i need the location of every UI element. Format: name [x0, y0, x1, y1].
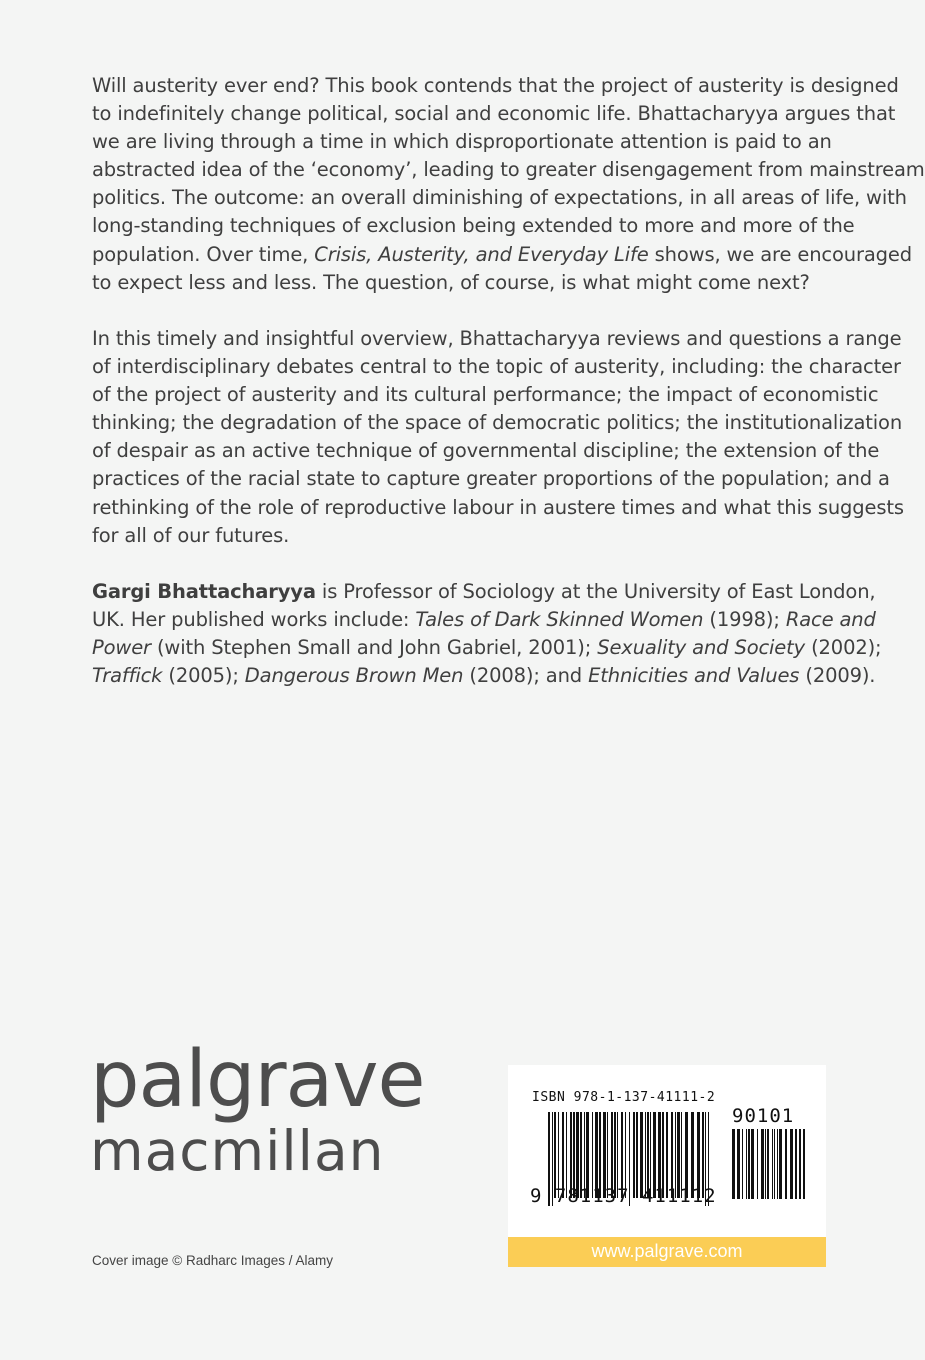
blurb-line: to expect less and less. The question, of course, is what might come next?: [92, 270, 810, 294]
barcode-bar: [748, 1129, 750, 1199]
bio-line: [92, 578, 876, 606]
barcode-bar: [774, 1129, 775, 1199]
publisher-logo-line1: palgrave: [90, 1035, 425, 1125]
barcode-bar: [785, 1129, 787, 1199]
blurb-line: abstracted idea of the ‘economy’, leading to greater disengagement from mainstream: [92, 158, 925, 182]
barcode-bar: [742, 1129, 743, 1199]
blurb-line: long-standing techniques of exclusion being extended to more and more of the: [92, 214, 855, 238]
bio-line: [92, 606, 876, 634]
bio-text: (2005);: [162, 664, 245, 688]
work-title: Race and: [785, 608, 876, 632]
barcode-bar: [757, 1129, 758, 1199]
publisher-logo-line2: macmillan: [90, 1119, 385, 1183]
bio-text: (2009).: [799, 664, 876, 688]
work-title: Traffick: [92, 664, 163, 688]
publisher-logo: [90, 1035, 425, 1183]
blurb-line: practices of the racial state to capture greater proportions of the population; and a: [92, 467, 890, 491]
barcode-panel: [508, 1065, 826, 1237]
isbn-label: ISBN 978-1-137-41111-2: [532, 1090, 716, 1105]
barcode-bar: [779, 1129, 782, 1199]
cover-image-credit: Cover image © Radharc Images / Alamy: [92, 1253, 334, 1268]
bio-text: is Professor of Sociology at the University of East London,: [315, 580, 876, 603]
author-name: Gargi Bhattacharyya: [92, 580, 316, 603]
blurb-line: In this timely and insightful overview, Bhattacharyya reviews and questions a range: [92, 327, 902, 350]
barcode-bar: [803, 1129, 805, 1199]
barcode-bar: [772, 1129, 773, 1199]
blurb-line: Will austerity ever end? This book contends that the project of austerity is designed: [92, 74, 899, 97]
bio-text: (2002);: [805, 636, 882, 660]
blurb-line: rethinking of the role of reproductive labour in austere times and what this suggests: [92, 495, 904, 519]
bio-line: [92, 634, 882, 662]
barcode-bar: [799, 1129, 801, 1199]
barcode-bar: [765, 1129, 766, 1199]
barcode-bar: [767, 1129, 769, 1199]
publisher-website[interactable]: www.palgrave.com: [508, 1237, 826, 1267]
blurb-paragraph-1: [92, 72, 925, 297]
blurb-line: of despair as an active technique of governmental discipline; the extension of the: [92, 439, 880, 463]
barcode-bar: [732, 1129, 735, 1199]
barcode-bar: [746, 1129, 747, 1199]
barcode-addon-digits: 90101: [732, 1105, 795, 1127]
barcode-graphic: [508, 1065, 826, 1237]
barcode-addon-bars: [732, 1129, 805, 1199]
barcode-bar: [777, 1129, 778, 1199]
blurb-line: thinking; the degradation of the space of democratic politics; the institutionalization: [92, 411, 903, 435]
blurb-line: we are living through a time in which disproportionate attention is paid to an: [92, 130, 832, 154]
work-title: Tales of Dark Skinned Women: [415, 608, 704, 632]
author-bio: [92, 578, 882, 690]
blurb-text: shows, we are encouraged: [648, 242, 912, 266]
barcode-bar: [761, 1129, 764, 1199]
bio-text: (with Stephen Small and John Gabriel, 2001);: [150, 636, 598, 660]
work-title: Ethnicities and Values: [588, 664, 800, 688]
barcode-bar: [751, 1129, 754, 1199]
bio-text: (2008); and: [463, 664, 589, 688]
blurb-line: [92, 241, 912, 269]
work-title: Sexuality and Society: [597, 636, 806, 660]
barcode-bar: [790, 1129, 793, 1199]
barcode-bar: [795, 1129, 797, 1199]
bio-text: UK. Her published works include:: [92, 608, 416, 632]
barcode-main-digits: 9 781137 411112: [530, 1185, 717, 1207]
blurb-line: of the project of austerity and its cultural performance; the impact of economistic: [92, 383, 879, 407]
bio-line: [92, 662, 876, 690]
bio-text: (1998);: [703, 608, 786, 632]
work-title: Dangerous Brown Men: [244, 664, 464, 688]
blurb-paragraph-2: [92, 325, 904, 550]
barcode-bar: [737, 1129, 740, 1199]
blurb-line: to indefinitely change political, social and economic life. Bhattacharyya argues that: [92, 102, 896, 126]
blurb-line: politics. The outcome: an overall diminishing of expectations, in all areas of life, with: [92, 186, 907, 210]
blurb-line: for all of our futures.: [92, 523, 290, 547]
blurb-text: population. Over time,: [92, 242, 315, 266]
blurb-line: of interdisciplinary debates central to the topic of austerity, including: the character: [92, 355, 901, 379]
work-title: Power: [92, 636, 151, 660]
book-title: Crisis, Austerity, and Everyday Life: [314, 242, 649, 266]
